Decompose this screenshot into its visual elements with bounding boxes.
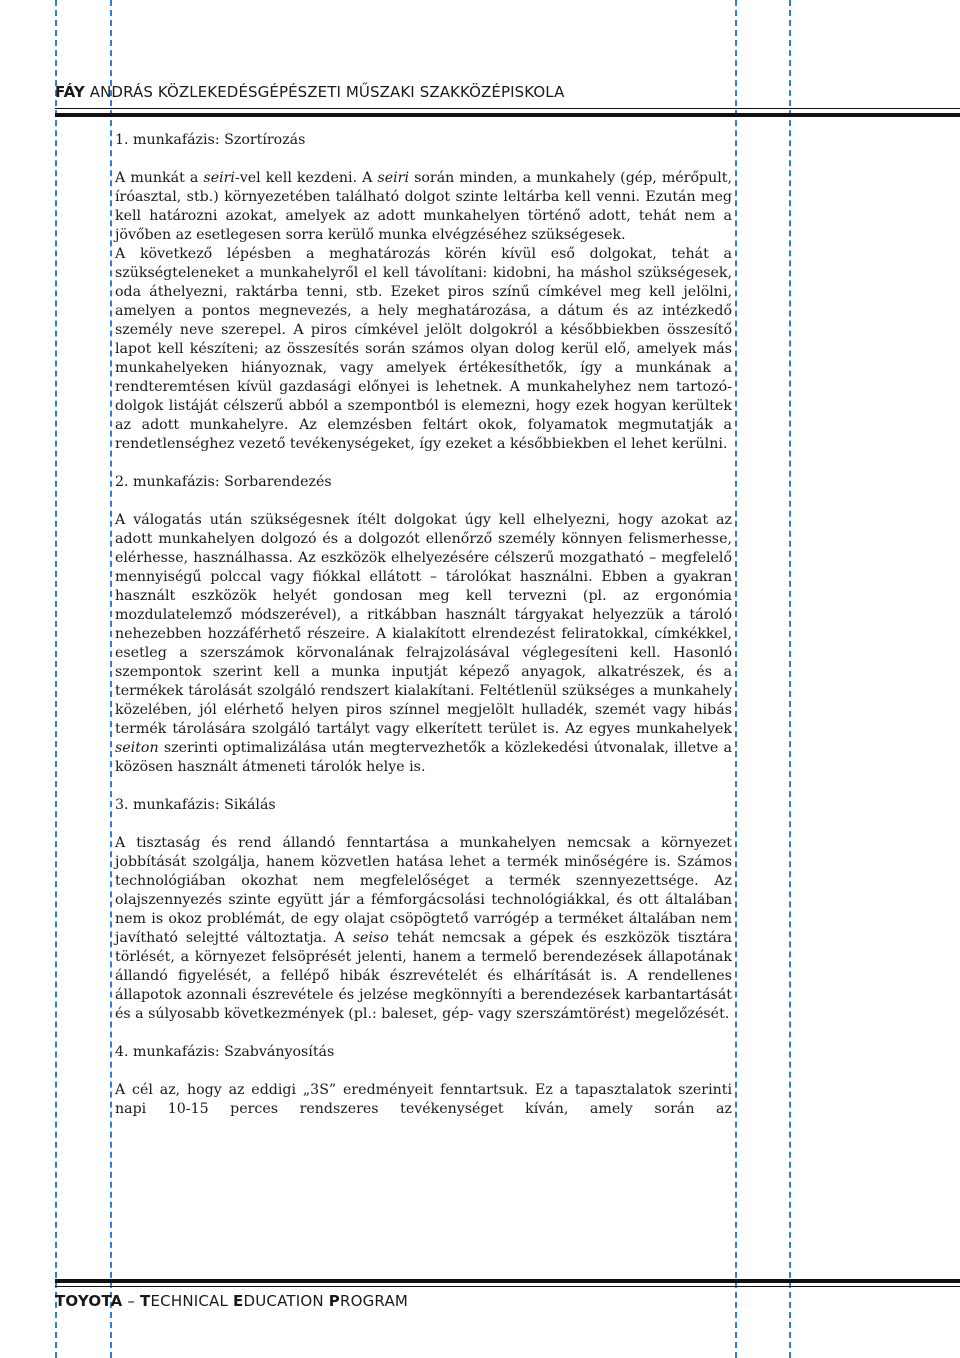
header-bold: FÁY [55,83,85,101]
text-run: ECHNICAL [150,1292,234,1310]
document-body [115,131,732,1119]
text-run: A cél az, hogy az eddigi „3S” eredményeit fenntartsuk. Ez a tapasztalatok szerinti napi 10-15 perces rendszeres tevékenységet kíván, amely során az [115,1082,732,1117]
page-header [55,83,960,101]
spacer [115,454,732,473]
header-rest: ANDRÁS KÖZLEKEDÉSGÉPÉSZETI MŰSZAKI SZAKKÖZÉPISKOLA [84,83,565,101]
spacer [115,1062,732,1081]
text-run: szerinti optimalizálása után megtervezhetők a közlekedési útvonalak, illetve a közösen használt átmeneti tárolók helye is. [115,740,732,775]
text-run: ROGRAM [339,1292,409,1310]
italic-term: seiri [377,170,410,186]
section-heading: 4. munkafázis: Szabványosítás [115,1044,335,1060]
text-run: A tisztaság és rend állandó fenntartása a munkahelyen nemcsak a környezet jobbítását szolgálja, hanem közvetlen hatása lehet a termék minőségére is. Számos technológiában okozhat nem megfelelőséget a termék szennyezettsége. Az olajszennyezés szinte együtt jár a fémforgácsolási technológiákkal, és ott általában nem is okoz problémát, de egy olajat csöpögtető varrógép a terméket általában nem javítható selejtté változtatja. A [115,835,732,946]
paragraph [115,1081,732,1119]
text-run: A munkát a [115,170,204,186]
section-heading: 3. munkafázis: Sikálás [115,797,276,813]
paragraph [115,511,732,777]
bold-run: T [140,1292,151,1310]
footer-rule-thick [55,1279,960,1283]
bold-run: E [233,1292,244,1310]
paragraph [115,834,732,1024]
text-run: DUCATION [243,1292,329,1310]
text-run: -vel kell kezdeni. A [234,170,378,186]
guide-line [735,0,737,1358]
guide-line [110,0,112,1358]
header-rule-thick [55,113,960,117]
spacer [115,777,732,796]
paragraph [115,169,732,245]
text-run: tehát nemcsak a gépek és eszközök tisztára törlését, a környezet felsöprését jelenti, hanem a termelő berendezések állapotának állandó figyelését, a fellépő hibák észrevételét és elhárítását is. A rendellenes állapotok azonnali észrevétele és jelzése megkönnyíti a berendezések karbantartását és a súlyosabb következmények (pl.: baleset, gép- vagy szerszámtörést) megelőzését. [115,930,732,1022]
text-run: A következő lépésben a meghatározás körén kívül eső dolgokat, tehát a szükségteleneket a munkahelyről el kell távolítani: kidobni, ha máshol szükségesek, oda áthelyezni, raktárba tenni, stb. Ezeket piros színű címkével meg kell jelölni, amelyen a pontos megnevezés, a hely meghatározása, a dátum és az intézkedő személy neve szerepel. A piros címkével jelölt dolgokról a későbbiekben összesítő lapot kell készíteni; az összesítés során számos olyan dolog kerül elő, amelyek más munkahelyeken hiányoznak, vagy amelyek értékesíthetők, így a munkának a rendteremtésen kívül gazdasági előnyei is lehetnek. A munkahelyhez nem tartozó-dolgok listáját célszerű abból a szempontból is elemezni, hogy ezek hogyan kerültek az adott munkahelyre. Az elemzésben feltárt okok, folyamatok megmutatják a rendetlenséghez vezető tevékenységeket, így ezeket a későbbiekben el lehet kerülni. [115,246,732,452]
guide-line [789,0,791,1358]
paragraph [115,245,732,454]
italic-term: seiton [115,740,159,756]
italic-term: seiso [352,930,389,946]
bold-run: P [328,1292,340,1310]
spacer [115,1024,732,1043]
spacer [115,492,732,511]
spacer [115,150,732,169]
section-heading: 2. munkafázis: Sorbarendezés [115,474,332,490]
header-rule [55,108,960,109]
text-run: – [122,1292,141,1310]
guide-line [55,0,57,1358]
italic-term: seiri [203,170,235,186]
page-footer [55,1292,408,1310]
spacer [115,815,732,834]
text-run: során minden, a munkahely (gép, mérőpult, íróasztal, stb.) környezetében található dolgot szinte leltárba kell venni. Ezután meg kell határozni azokat, amelyek az adott munkahelyen történő adott, tehát nem a jövőben az esetlegesen sorra kerülő munka elvégzéséhez szükségesek. [115,170,732,243]
text-run: A válogatás után szükségesnek ítélt dolgokat úgy kell elhelyezni, hogy azokat az adott munkahelyen dolgozó és a dolgozót ellenőrző személy könnyen felismerhesse, elérhesse, használhassa. Az eszközök elhelyezésére célszerű mozgatható – megfelelő mennyiségű polccal vagy fiókkal ellátott – tárolókat használni. Ebben a gyakran használt eszközök helyét gondosan meg kell tervezni (pl. az ergonómia mozdulatelemző módszerével), a ritkábban használt tárgyakat helyezzük a tároló nehezebben hozzáférhető részeire. A kialakított elrendezést feliratokkal, címkékkel, esetleg a szerszámok körvonalának felrajzolásával véglegesíteni kell. Hasonló szempontok szerint kell a munka inputját képező anyagok, alkatrészek, és a termékek tárolását szolgáló rendszert kialakítani. Feltétlenül szükséges a munkahely közelében, jól elérhető helyen piros színnel megjelölt hulladék, szemét vagy hibás termék tárolására szolgáló tartályt vagy elkerített terület is. Az egyes munkahelyek [115,512,732,737]
bold-run: TOYOTA [55,1292,123,1310]
section-heading: 1. munkafázis: Szortírozás [115,132,306,148]
footer-rule [55,1286,960,1287]
